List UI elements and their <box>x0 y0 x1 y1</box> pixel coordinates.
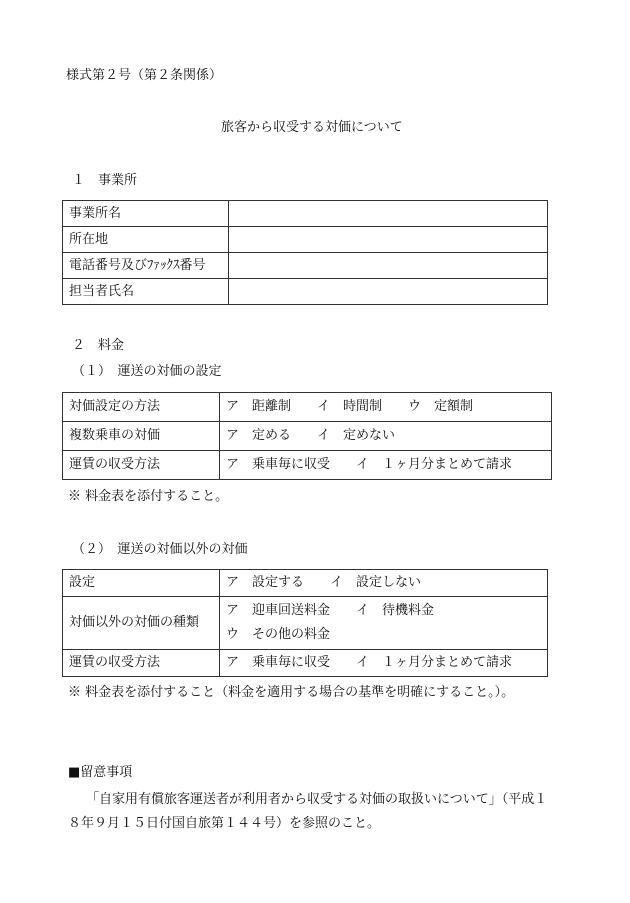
multi-ride-options[interactable]: ア 定める イ 定めない <box>220 422 552 451</box>
table-row <box>63 597 548 650</box>
setting-options[interactable]: ア 設定する イ 設定しない <box>220 570 548 597</box>
phone-fax-value[interactable] <box>229 253 548 279</box>
fare-note: ※ 料金表を添付すること。 <box>68 489 229 504</box>
other-fee-type-label: 対価以外の対価の種類 <box>63 597 220 650</box>
office-name-value[interactable] <box>229 201 548 227</box>
table-row <box>63 422 552 451</box>
section2-heading: ２ 料金 <box>72 338 125 353</box>
section2-sub2-heading: （２） 運送の対価以外の対価 <box>72 542 248 557</box>
page-title: 旅客から収受する対価について <box>221 120 403 135</box>
other-fee-type-line1: ア 迎車回送料金 イ 待機料金 <box>226 603 435 619</box>
table-row <box>63 570 548 597</box>
collection-method-label: 運賃の収受方法 <box>63 451 220 480</box>
contact-person-label: 担当者氏名 <box>63 279 229 305</box>
collection-method-options[interactable]: ア 乗車毎に収受 イ １ヶ月分まとめて請求 <box>220 451 552 480</box>
table-row <box>63 393 552 422</box>
other-fee-type-options[interactable] <box>220 597 548 650</box>
table-row <box>63 650 548 677</box>
section2-sub1-heading: （１） 運送の対価の設定 <box>72 364 222 379</box>
phone-fax-label: 電話番号及びﾌｧｯｸｽ番号 <box>63 253 229 279</box>
notes-heading: ■留意事項 <box>68 765 133 780</box>
pricing-method-label: 対価設定の方法 <box>63 393 220 422</box>
notes-line2: ８年９月１５日付国自旅第１４４号）を参照のこと。 <box>68 816 381 831</box>
section1-heading: １ 事業所 <box>72 173 138 188</box>
address-label: 所在地 <box>63 227 229 253</box>
office-name-label: 事業所名 <box>63 201 229 227</box>
table-row <box>63 253 548 279</box>
other-fee-table <box>62 569 548 677</box>
address-value[interactable] <box>229 227 548 253</box>
multi-ride-label: 複数乗車の対価 <box>63 422 220 451</box>
table-row <box>63 451 552 480</box>
office-table <box>62 200 548 305</box>
fare-setting-table <box>62 392 552 480</box>
other-fee-note: ※ 料金表を添付すること（料金を適用する場合の基準を明確にすること。）。 <box>68 685 515 700</box>
setting-label: 設定 <box>63 570 220 597</box>
table-row <box>63 201 548 227</box>
collection-method-options[interactable]: ア 乗車毎に収受 イ １ヶ月分まとめて請求 <box>220 650 548 677</box>
form-number: 様式第２号（第２条関係） <box>66 68 223 83</box>
pricing-method-options[interactable]: ア 距離制 イ 時間制 ウ 定額制 <box>220 393 552 422</box>
table-row <box>63 279 548 305</box>
table-row <box>63 227 548 253</box>
contact-person-value[interactable] <box>229 279 548 305</box>
other-fee-type-line2: ウ その他の料金 <box>226 627 331 642</box>
collection-method-label: 運賃の収受方法 <box>63 650 220 677</box>
notes-line1: 「自家用有償旅客運送者が利用者から収受する対価の取扱いについて」（平成１ <box>86 792 548 807</box>
